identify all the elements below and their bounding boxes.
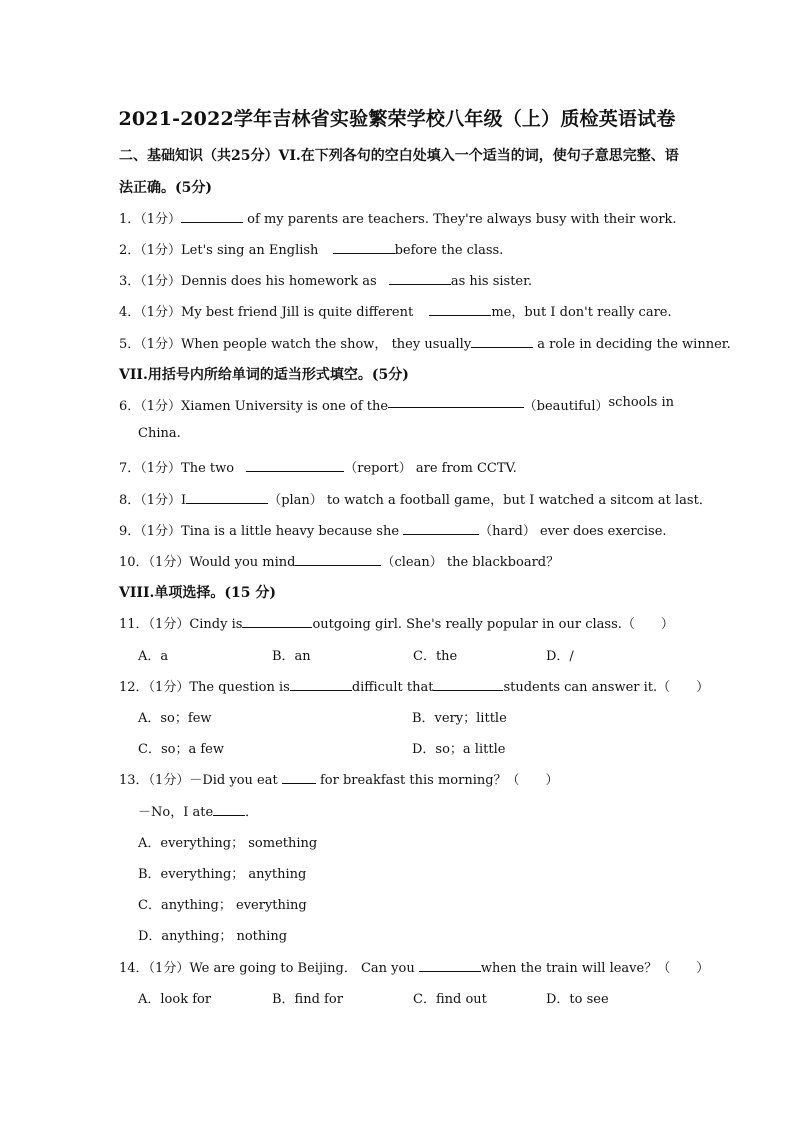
question-number: 8．（1分） (119, 493, 182, 508)
question-text: Would you mind (189, 555, 296, 570)
exam-title: 2021-2022学年吉林省实验繁荣学校八年级（上）质检英语试卷 (118, 108, 676, 130)
option-d[interactable]: D．/ (546, 649, 574, 664)
question-text: The question is (189, 680, 290, 695)
option-a[interactable]: A．so；few (138, 711, 212, 726)
question-1 (119, 208, 677, 227)
option-b[interactable]: B．everything； anything (138, 867, 307, 882)
question-2 (119, 239, 503, 258)
option-c[interactable]: C．anything； everything (138, 898, 307, 913)
question-4 (119, 301, 672, 320)
question-text: （hard） ever does exercise. (479, 524, 667, 539)
answer-blank[interactable] (242, 615, 312, 628)
question-13 (119, 769, 559, 788)
answer-blank[interactable] (186, 491, 268, 504)
question-number: 12．（1分） (119, 680, 190, 695)
question-12 (119, 676, 709, 695)
answer-blank[interactable] (471, 335, 533, 348)
question-text: My best friend Jill is quite different (181, 305, 418, 320)
question-text: a role in deciding the winner. (533, 337, 731, 352)
section-8-heading: VIII.单项选择。(15 分) (119, 585, 276, 601)
option-c[interactable]: C．so；a few (138, 742, 224, 757)
option-d[interactable]: D．so；a little (412, 742, 506, 757)
question-14 (119, 957, 709, 976)
question-text: Tina is a little heavy because she (181, 524, 404, 539)
answer-blank[interactable] (295, 553, 381, 566)
question-text: －Did you eat (189, 773, 282, 788)
question-13-reply (138, 801, 258, 820)
answer-blank[interactable] (213, 803, 245, 816)
question-6-continuation: China. (138, 426, 181, 441)
question-text: for breakfast this morning？（ ） (315, 773, 559, 788)
option-a[interactable]: A．a (138, 649, 169, 664)
question-number: 2．（1分） (119, 243, 182, 258)
question-text: when the train will leave？（ ） (480, 961, 710, 976)
question-number: 3．（1分） (119, 274, 182, 289)
question-3 (119, 270, 532, 289)
question-text: Dennis does his homework as (181, 274, 381, 289)
answer-blank[interactable] (333, 241, 395, 254)
answer-blank[interactable] (282, 771, 316, 784)
answer-blank[interactable] (403, 522, 479, 535)
question-text: ． (245, 805, 259, 820)
question-number: 14．（1分） (119, 961, 190, 976)
question-number: 10．（1分） (119, 555, 190, 570)
question-text: schools in (608, 395, 674, 410)
question-text: students can answer it.（ ） (503, 680, 710, 695)
answer-blank[interactable] (181, 210, 243, 223)
question-text: me，but I don't really care. (491, 305, 672, 320)
question-10 (119, 551, 559, 570)
option-c[interactable]: C．the (413, 649, 458, 664)
option-b[interactable]: B．an (272, 649, 311, 664)
question-text: before the class. (394, 243, 504, 258)
answer-blank[interactable] (246, 459, 344, 472)
question-text: We are going to Beijing． Can you (189, 961, 419, 976)
section-2-heading-line1: 二、基础知识（共25分）VI.在下列各句的空白处填入一个适当的词，使句子意思完整、语 (119, 148, 679, 164)
question-9 (119, 520, 667, 539)
question-number: 1．（1分） (119, 212, 182, 227)
question-number: 5．（1分） (119, 337, 182, 352)
answer-blank[interactable] (419, 959, 481, 972)
question-number: 11．（1分） (119, 617, 190, 632)
question-text: The two (181, 461, 239, 476)
question-text: （clean） the blackboard？ (381, 555, 560, 570)
answer-blank[interactable] (433, 678, 503, 691)
question-text: Let's sing an English (181, 243, 323, 258)
section-7-heading: VII.用括号内所给单词的适当形式填空。(5分) (119, 367, 409, 383)
word-hint: （beautiful） (523, 399, 609, 414)
answer-blank[interactable] (429, 303, 491, 316)
question-text: Xiamen University is one of the (181, 399, 389, 414)
question-6 (119, 395, 674, 414)
option-c[interactable]: C．find out (413, 992, 487, 1007)
question-text: of my parents are teachers. They're always busy with their work. (243, 212, 677, 227)
question-text: When people watch the show， they usually (181, 337, 472, 352)
option-a[interactable]: A．everything； something (138, 836, 318, 851)
option-b[interactable]: B．very；little (412, 711, 507, 726)
question-text: Cindy is (189, 617, 243, 632)
answer-blank[interactable] (290, 678, 352, 691)
question-11 (119, 613, 674, 632)
option-a[interactable]: A．look for (138, 992, 212, 1007)
section-2-heading-line2: 法正确。(5分) (119, 180, 212, 196)
option-d[interactable]: D．to see (546, 992, 609, 1007)
question-text: as his sister. (450, 274, 533, 289)
question-number: 4．（1分） (119, 305, 182, 320)
question-text: －No，I ate (138, 805, 214, 820)
question-text: （report） are from CCTV. (344, 461, 517, 476)
question-number: 13．（1分） (119, 773, 190, 788)
question-number: 7．（1分） (119, 461, 182, 476)
question-8 (119, 489, 712, 508)
question-number: 9．（1分） (119, 524, 182, 539)
question-number: 6．（1分） (119, 399, 182, 414)
option-b[interactable]: B．find for (272, 992, 343, 1007)
question-text: （plan） to watch a football game，but I watched a sitcom at last． (268, 493, 712, 508)
question-text: outgoing girl. She's really popular in our class.（ ） (312, 617, 674, 632)
question-7 (119, 457, 517, 476)
answer-blank[interactable] (388, 395, 524, 408)
question-text: difficult that (351, 680, 434, 695)
option-d[interactable]: D．anything； nothing (138, 929, 288, 944)
question-5 (119, 333, 731, 352)
question-text: I (181, 493, 187, 508)
answer-blank[interactable] (389, 272, 451, 285)
